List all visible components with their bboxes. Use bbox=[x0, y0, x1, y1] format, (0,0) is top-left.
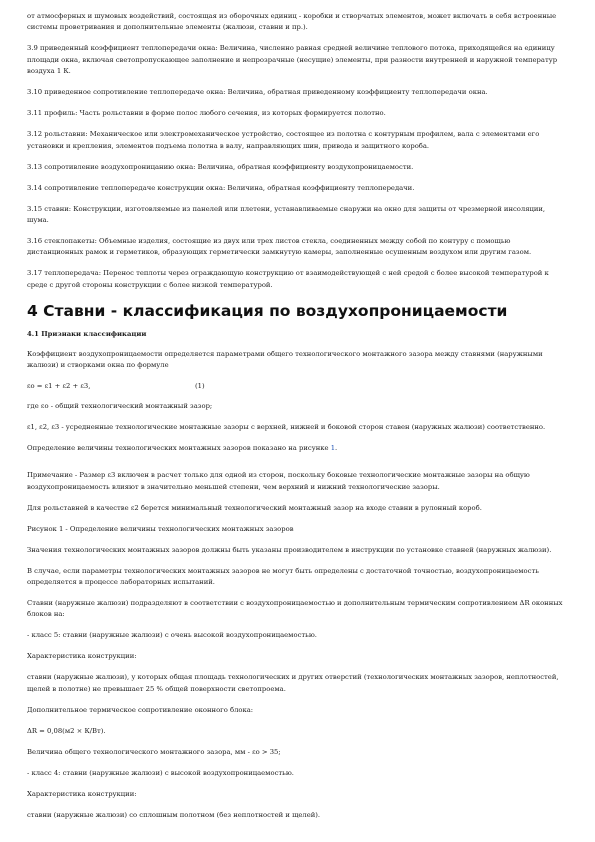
paragraph-3-11: 3.11 профиль: Часть рольставни в форме полос любого сечения, из которых формируется полотно. bbox=[27, 109, 386, 118]
figure-1-link[interactable]: 1 bbox=[330, 444, 336, 453]
paragraph-3-14: 3.14 сопротивление теплопередаче конструкции окна: Величина, обратная коэффициенту теплопередачи. bbox=[27, 183, 415, 192]
paragraph-where: где εо - общий технологический монтажный зазор; bbox=[27, 402, 213, 411]
paragraph-3-17: 3.17 теплопередача: Перенос теплоты через ограждающую конструкцию от взаимодействующей с ней средой с более высокой температурой к среде с другой стороны конструкции с более низкой температурой. bbox=[27, 269, 549, 289]
total-gap-value: Величина общего технологического монтажного зазора, мм - εо > 35; bbox=[27, 747, 281, 756]
paragraph-3-16: 3.16 стеклопакеты: Объемные изделия, состоящие из двух или трех листов стекла, соединенных между собой по контуру с помощью дистанционных рамок и герметиков, образующих герметически замкнутую камеры, заполненные осушенным воздухом или другим газом. bbox=[27, 237, 532, 257]
paragraph-coefficient: Коэффициент воздухопроницаемости определяется параметрами общего технологического монтажного зазора между ставнями (наружными жалюзи) и створками окна по формуле bbox=[27, 349, 543, 370]
class-5-item: - класс 5: ставни (наружные жалюзи) с очень высокой воздухопроницаемостью. bbox=[27, 631, 317, 640]
paragraph-figure-reference bbox=[27, 443, 567, 454]
paragraph-classes: Ставни (наружные жалюзи) подразделяют в соответствии с воздухопроницаемостью и дополнительным термическим сопротивлением ΔR оконных блоков на: bbox=[27, 599, 563, 619]
paragraph-3-13: 3.13 сопротивление воздухопроницанию окна: Величина, обратная коэффициенту воздухопроницаемости. bbox=[27, 162, 414, 171]
figure-reference-tail: . bbox=[335, 444, 338, 453]
paragraph-lab-tests: В случае, если параметры технологических монтажных зазоров не могут быть определены с достаточной точностью, воздухопроницаемость определяется в процессе лабораторных испытаний. bbox=[27, 566, 539, 587]
class-5-characteristic: ставни (наружные жалюзи), у которых общая площадь технологических и других отверстий (технологических монтажных зазоров, неплотностей, щелей в полотне) не превышает 25 % общей поверхности светопроема. bbox=[27, 673, 559, 693]
class-4-characteristic: ставни (наружные жалюзи) со сплошным полотном (без неплотностей и щелей). bbox=[27, 810, 321, 819]
formula-1 bbox=[27, 381, 567, 392]
paragraph-rollers: Для рольставней в качестве ε2 берется минимальный технологический монтажный зазор на входе ставни в рулонный короб. bbox=[27, 503, 482, 512]
paragraph-3-10: 3.10 приведенное сопротивление теплопередаче окна: Величина, обратная приведенному коэффициенту теплопередачи окна. bbox=[27, 88, 488, 97]
figure-caption: Рисунок 1 - Определение величины технологических монтажных зазоров bbox=[27, 524, 294, 533]
paragraph-3-12: 3.12 рольставни: Механическое или электромеханическое устройство, состоящее из полотна с контурным профилем, вала с элементами его установки и крепления, элементов подъема полотна в валу, направляющих шин, привода и защитного короба. bbox=[27, 130, 540, 150]
paragraph-gap-values: Значения технологических монтажных зазоров должны быть указаны производителем в инструкции по установке ставней (наружных жалюзи). bbox=[27, 545, 552, 554]
paragraph-note: Примечание - Размер ε3 включен в расчет только для одной из сторон, поскольку боковые технологические монтажные зазоры на общую воздухопроницаемость влияют в значительно меньшей степени, чем верхний и нижний технологические зазоры. bbox=[27, 471, 530, 491]
characteristic-label: Характеристика конструкции: bbox=[27, 652, 137, 661]
document-page bbox=[27, 11, 567, 831]
subsection-title: 4.1 Признаки классификации bbox=[27, 329, 147, 338]
figure-reference-text: Определение величины технологических монтажных зазоров показано на рисунке bbox=[27, 444, 331, 453]
formula-expression: εо = ε1 + ε2 + ε3, bbox=[27, 382, 91, 391]
paragraph-window-definition-tail: от атмосферных и шумовых воздействий, состоящая из оборочных единиц - коробки и створчатых элементов, может включать в себя встроенные системы проветривания и дополнительные элементы (жалюзи, ставни и пр.). bbox=[27, 12, 557, 32]
resistance-value: ΔR = 0,08(м2 × К/Вт). bbox=[27, 726, 106, 735]
section-title: 4 Ставни - классификация по воздухопроницаемости bbox=[27, 301, 508, 320]
additional-resistance-label: Дополнительное термическое сопротивление оконного блока: bbox=[27, 705, 254, 714]
paragraph-epsilons: ε1, ε2, ε3 - усредненные технологические монтажные зазоры с верхней, нижней и боковой сторон ставен (наружных жалюзи) соответственно. bbox=[27, 423, 546, 432]
paragraph-3-9: 3.9 приведенный коэффициент теплопередачи окна: Величина, численно равная средней величине теплового потока, приходящейся на единицу площади окна, включая светопропускающее заполнение и непрозрачные (несущие) элементы, при разности внутренней и наружной температур воздуха 1 К. bbox=[27, 44, 558, 76]
formula-number: (1) bbox=[195, 382, 205, 391]
paragraph-3-15: 3.15 ставни: Конструкции, изготовляемые из панелей или плетени, устанавливаемые снаружи на окно для защиты от чрезмерной инсоляции, шума. bbox=[27, 204, 546, 225]
class-4-item: - класс 4: ставни (наружные жалюзи) с высокой воздухопроницаемостью. bbox=[27, 768, 294, 777]
characteristic-label-2: Характеристика конструкции: bbox=[27, 789, 137, 798]
